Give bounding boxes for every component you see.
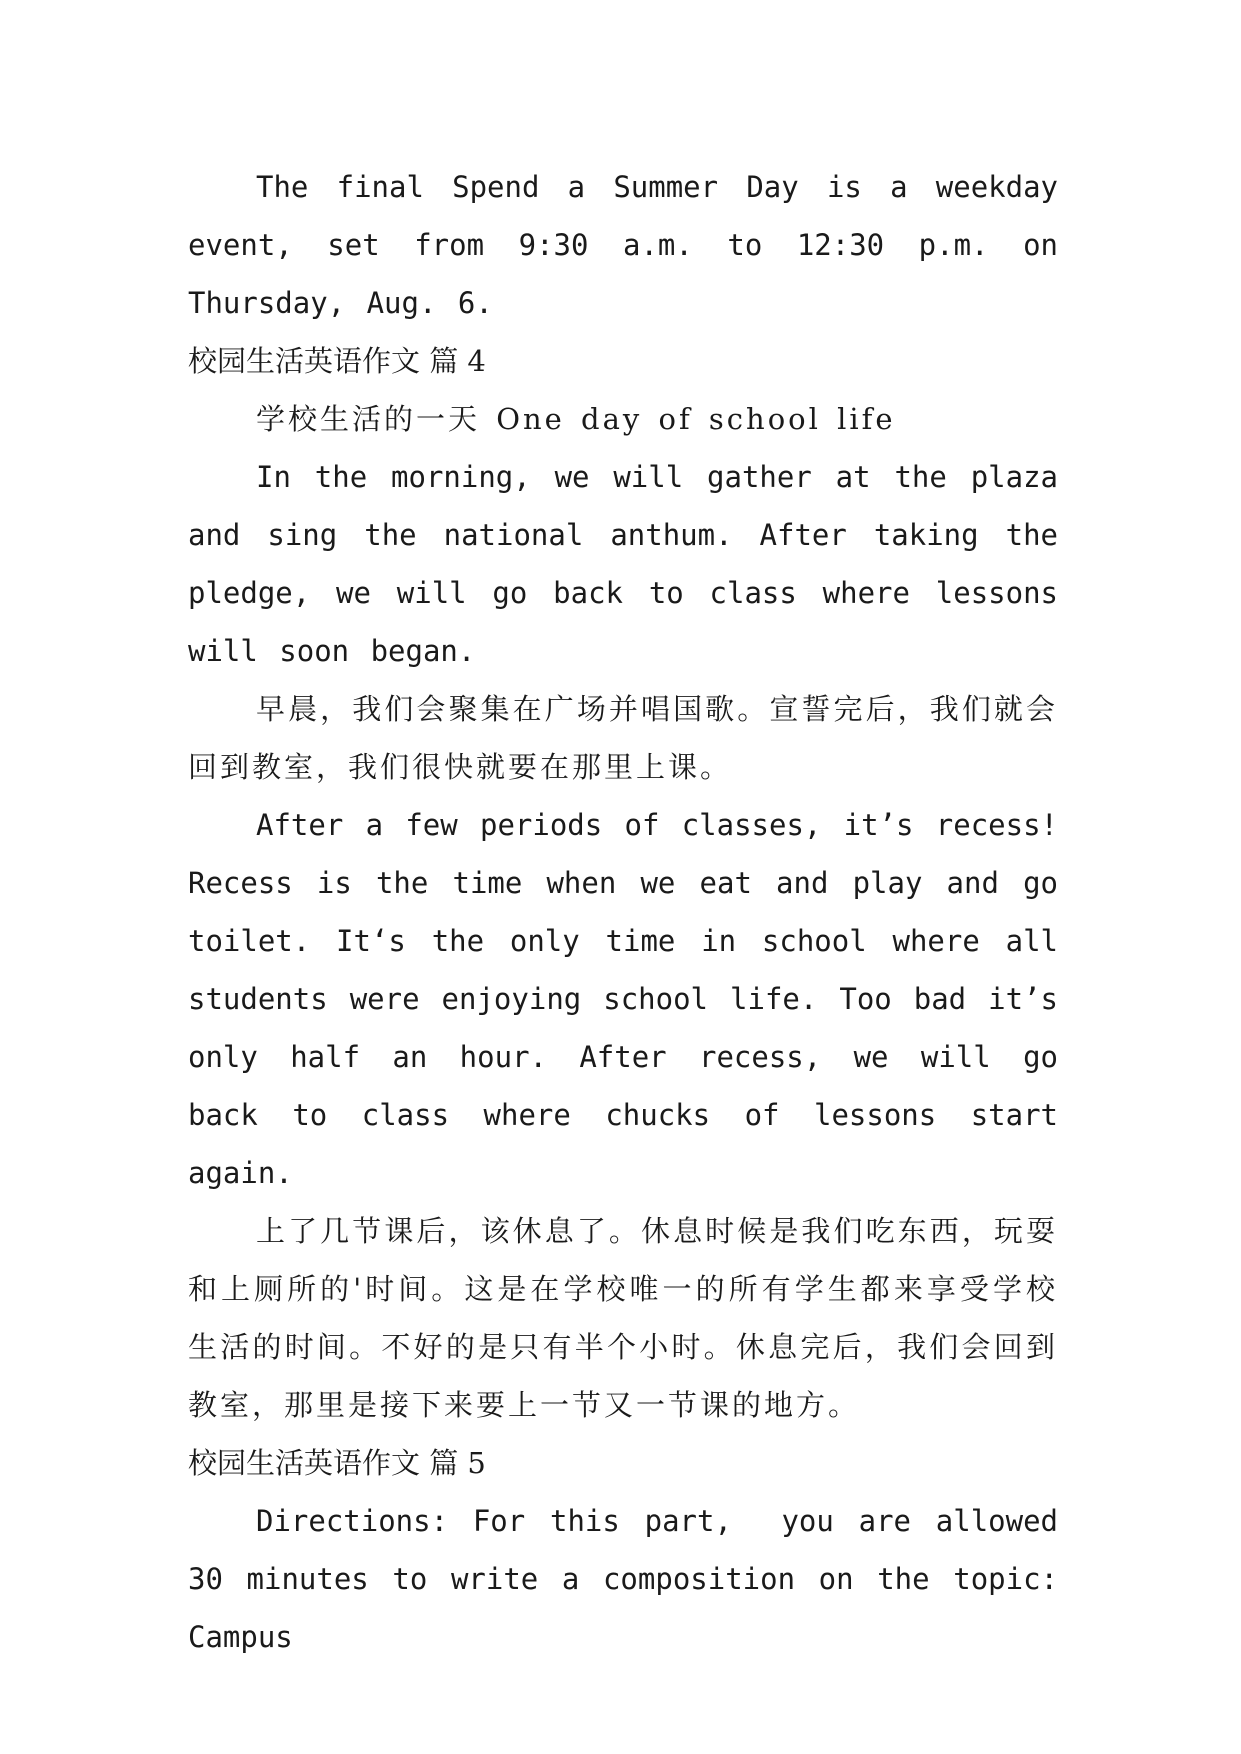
section-heading-5: 校园生活英语作文 篇 5 [188,1446,486,1480]
paragraph-recess-cn: 上了几节课后，该休息了。休息时候是我们吃东西，玩耍和上厕所的'时间。这是在学校唯一的所有学生都来享受学校生活的时间。不好的是只有半个小时。休息完后，我们会回到教室，那里是接下来要上一节又一节课的地方。 [188,1214,1058,1422]
essay-title: 学校生活的一天 One day of school life [256,402,896,436]
section-heading-4: 校园生活英语作文 篇 4 [188,344,486,378]
paragraph-directions: Directions: For this part, you are allowed 30 minutes to write a composition on the topic: Campus [188,1504,1080,1654]
paragraph-morning-cn: 早晨，我们会聚集在广场并唱国歌。宣誓完后，我们就会回到教室，我们很快就要在那里上课。 [188,692,1058,784]
paragraph-summer-day-event: The final Spend a Summer Day is a weekday event, set from 9:30 a.m. to 12:30 p.m. on Thursday, Aug. 6. [188,170,1080,320]
paragraph-morning-en: In the morning, we will gather at the plaza and sing the national anthum. After taking the pledge, we will go back to class where lessons will soon began. [188,460,1080,668]
paragraph-recess-en: After a few periods of classes, it’s recess! Recess is the time when we eat and play and go toilet. It‘s the only time in school where all students were enjoying school life. Too bad it’s only half an hour. After recess, we will go back to class where chucks of lessons start again. [188,808,1080,1190]
document-body [188,158,1080,1666]
